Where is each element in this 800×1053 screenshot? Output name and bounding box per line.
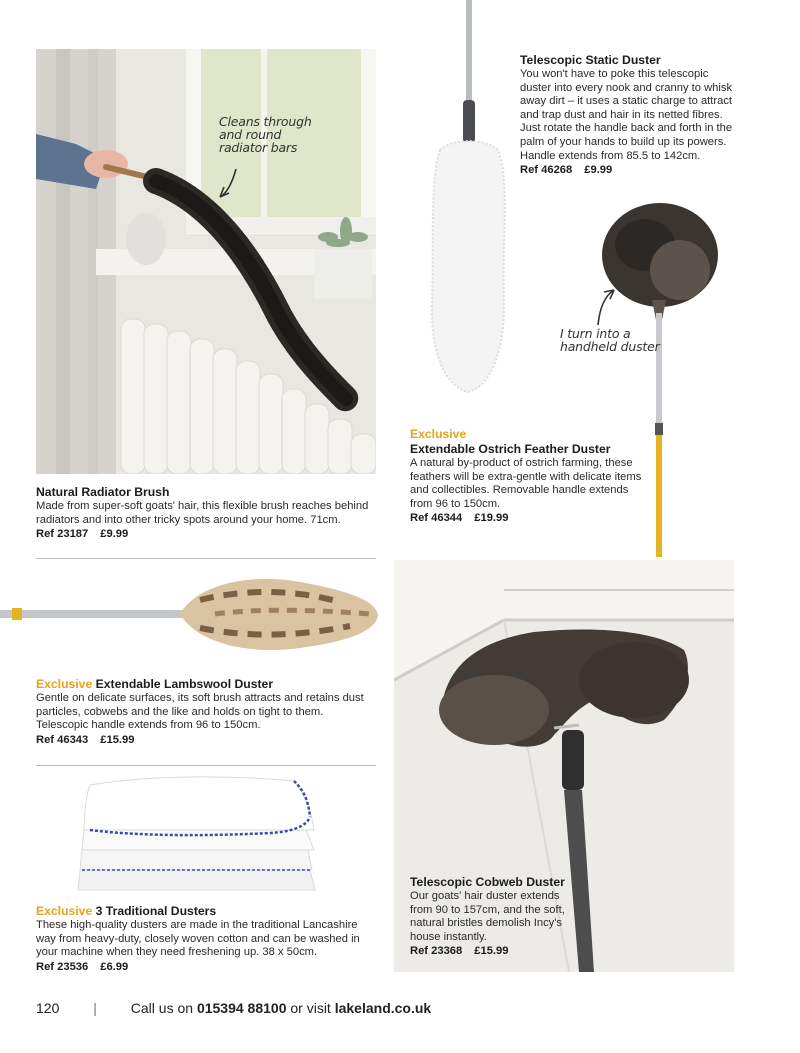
product-description: These high-quality dusters are made in the traditional Lancashire way from heavy-duty, closely woven cotton and can be washed in your machine when they need freshening up. 38 x 50cm.	[36, 919, 360, 959]
ostrich-callout-line1: I turn into a	[560, 326, 631, 341]
product-price: £15.99	[474, 945, 509, 958]
radiator-brush-illustration	[36, 49, 376, 474]
product-ref: Ref 46344	[410, 512, 463, 525]
footer-website-link[interactable]: lakeland.co.uk	[334, 1000, 432, 1016]
static-duster-illustration	[420, 0, 520, 400]
product-ref-line	[410, 512, 645, 526]
traditional-dusters-illustration	[70, 775, 330, 895]
product-description: Our goats' hair duster extends from 90 to 157cm, and the soft, natural bristles demolish Incy's house instantly.	[410, 890, 565, 943]
exclusive-badge: Exclusive	[410, 427, 467, 441]
product-price: £6.99	[100, 960, 129, 973]
ostrich-callout-line2: handheld duster	[560, 339, 660, 354]
product-price: £9.99	[584, 164, 613, 177]
product-radiator-brush	[36, 485, 376, 542]
footer-separator: |	[93, 1000, 97, 1016]
product-ref-line	[410, 945, 570, 959]
product-cobweb-duster	[410, 875, 570, 959]
radiator-callout-line2: and round	[219, 127, 282, 142]
product-ref: Ref 23368	[410, 945, 463, 958]
product-title: 3 Traditional Dusters	[95, 904, 217, 918]
product-title: Extendable Ostrich Feather Duster	[410, 442, 611, 456]
product-traditional-dusters	[36, 904, 376, 974]
product-ref: Ref 23187	[36, 528, 89, 541]
footer-phone: 015394 88100	[196, 1000, 287, 1016]
divider	[36, 558, 376, 559]
radiator-callout-line3: radiator bars	[219, 140, 298, 155]
product-ref-line	[520, 164, 742, 178]
product-description: Gentle on delicate surfaces, its soft brush attracts and retains dust particles, cobwebs and the like and holds on tight to them. Telescopic handle extends from 96 to 150cm.	[36, 692, 364, 732]
product-title: Telescopic Static Duster	[520, 53, 661, 67]
product-ref-line	[36, 528, 376, 542]
radiator-callout	[219, 115, 312, 154]
radiator-brush-photo	[36, 49, 376, 474]
product-ostrich-duster	[410, 427, 645, 526]
radiator-callout-line1: Cleans through	[219, 114, 312, 129]
divider	[36, 765, 376, 766]
product-lambswool-duster	[36, 677, 376, 747]
lambswool-duster-illustration	[0, 570, 380, 660]
product-description: A natural by-product of ostrich farming, these feathers will be extra-gentle with delicate items and collectibles. Removable handle extends from 96 to 150cm.	[410, 457, 642, 510]
product-static-duster	[520, 53, 742, 178]
product-price: £19.99	[474, 512, 509, 525]
footer-call-prefix: Call us on	[130, 1000, 194, 1016]
product-title-line	[36, 904, 376, 919]
product-ref: Ref 23536	[36, 960, 89, 973]
product-description: Made from super-soft goats' hair, this flexible brush reaches behind radiators and into other tricky spots around your home. 71cm.	[36, 500, 369, 526]
product-price: £15.99	[100, 733, 135, 746]
exclusive-badge: Exclusive	[36, 904, 93, 918]
product-title: Telescopic Cobweb Duster	[410, 875, 565, 889]
product-ref-line	[36, 961, 376, 975]
page-footer	[36, 1000, 431, 1016]
product-title: Extendable Lambswool Duster	[95, 677, 274, 691]
product-title-line	[36, 677, 376, 692]
product-price: £9.99	[100, 528, 129, 541]
footer-visit-text: or visit	[290, 1000, 331, 1016]
product-title: Natural Radiator Brush	[36, 485, 170, 499]
exclusive-badge: Exclusive	[36, 677, 93, 691]
page-number: 120	[36, 1000, 60, 1016]
product-ref: Ref 46268	[520, 164, 573, 177]
ostrich-callout	[560, 327, 660, 353]
product-description: You won't have to poke this telescopic duster into every nook and cranny to whisk away dirt – it uses a static charge to attract and trap dust and hair in its netted fibres. Just rotate the handle back and forth in the palm of your hands to build up its powers. Handle extends from 85.5 to 142cm.	[520, 68, 733, 162]
product-ref: Ref 46343	[36, 733, 89, 746]
product-ref-line	[36, 734, 376, 748]
